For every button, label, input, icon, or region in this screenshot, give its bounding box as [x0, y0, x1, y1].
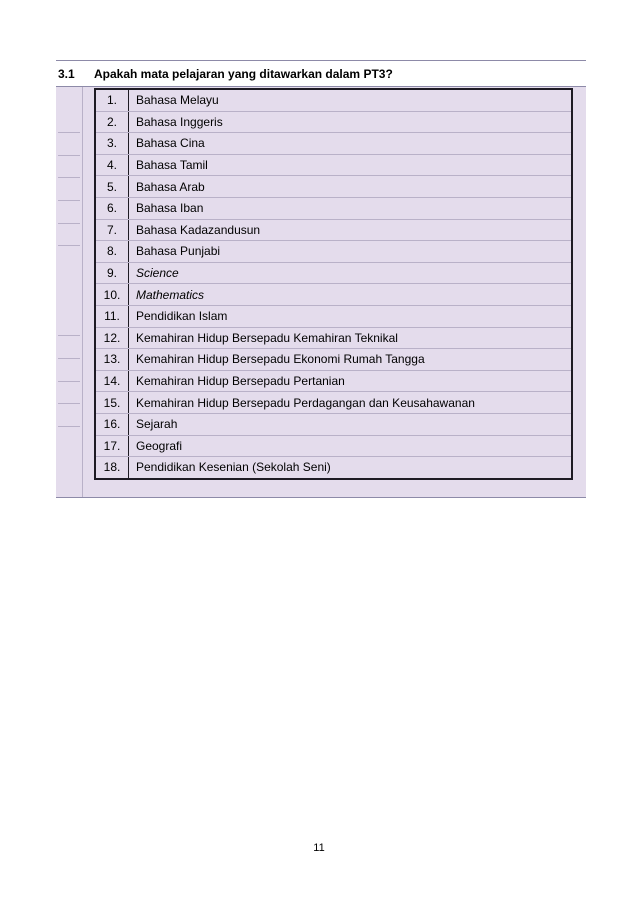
margin-rule	[58, 335, 80, 336]
subject-row	[95, 392, 572, 414]
margin-rule	[58, 245, 80, 246]
subject-row	[95, 370, 572, 392]
subject-row	[95, 305, 572, 327]
right-margin-column	[573, 87, 586, 497]
subject-row	[95, 111, 572, 133]
subject-number: 1.	[95, 89, 129, 111]
page-number: 11	[313, 842, 325, 854]
subject-name: Bahasa Inggeris	[129, 111, 573, 133]
subject-number: 11.	[95, 305, 129, 327]
subject-number: 18.	[95, 457, 129, 479]
subject-name: Kemahiran Hidup Bersepadu Kemahiran Teknikal	[129, 327, 573, 349]
subject-number: 2.	[95, 111, 129, 133]
subject-number: 9.	[95, 262, 129, 284]
subject-number: 3.	[95, 133, 129, 155]
subject-number: 10.	[95, 284, 129, 306]
subject-name: Mathematics	[129, 284, 573, 306]
subject-row	[95, 197, 572, 219]
left-margin-column	[56, 87, 83, 497]
margin-rule	[58, 223, 80, 224]
subject-name: Kemahiran Hidup Bersepadu Pertanian	[129, 370, 573, 392]
subject-number: 12.	[95, 327, 129, 349]
subject-name: Sejarah	[129, 413, 573, 435]
margin-rule	[58, 177, 80, 178]
subject-name: Bahasa Arab	[129, 176, 573, 198]
subject-name: Bahasa Cina	[129, 133, 573, 155]
margin-rule	[58, 132, 80, 133]
subject-row	[95, 241, 572, 263]
subject-name: Science	[129, 262, 573, 284]
subject-name: Pendidikan Kesenian (Sekolah Seni)	[136, 460, 331, 475]
subject-number: 7.	[95, 219, 129, 241]
margin-rule	[58, 381, 80, 382]
subject-row	[95, 89, 572, 111]
subject-name: Bahasa Melayu	[129, 89, 573, 111]
subject-name: Bahasa Tamil	[129, 154, 573, 176]
subjects-table	[94, 88, 573, 480]
subject-row	[95, 435, 572, 457]
subject-row	[95, 284, 572, 306]
subject-row	[95, 133, 572, 155]
question-number: 3.1	[58, 66, 75, 81]
question-text: Apakah mata pelajaran yang ditawarkan dalam PT3?	[94, 66, 393, 81]
subject-number: 17.	[95, 435, 129, 457]
margin-rule	[58, 358, 80, 359]
subject-name: Kemahiran Hidup Bersepadu Perdagangan dan Keusahawanan	[129, 392, 573, 414]
subject-row	[95, 219, 572, 241]
question-block	[56, 60, 586, 498]
subject-name: Geografi	[129, 435, 573, 457]
subject-row	[95, 176, 572, 198]
question-row	[56, 61, 586, 87]
subject-number: 5.	[95, 176, 129, 198]
answer-area	[56, 87, 586, 498]
subject-number: 16.	[95, 413, 129, 435]
subject-number: 15.	[95, 392, 129, 414]
subject-name: Bahasa Kadazandusun	[129, 219, 573, 241]
subject-number: 13.	[95, 349, 129, 371]
subject-name: Pendidikan Islam	[129, 305, 573, 327]
subject-row	[95, 262, 572, 284]
subject-name: Kemahiran Hidup Bersepadu Ekonomi Rumah Tangga	[129, 349, 573, 371]
subject-number: 14.	[95, 370, 129, 392]
subject-row	[95, 349, 572, 371]
margin-rule	[58, 403, 80, 404]
subject-name: Bahasa Punjabi	[129, 241, 573, 263]
subject-number: 4.	[95, 154, 129, 176]
subject-row	[95, 154, 572, 176]
margin-rule	[58, 155, 80, 156]
subject-row	[95, 413, 572, 435]
margin-rule	[58, 200, 80, 201]
subject-row	[95, 327, 572, 349]
subject-name: Bahasa Iban	[129, 197, 573, 219]
margin-rule	[58, 426, 80, 427]
subject-number: 6.	[95, 197, 129, 219]
subject-row	[95, 457, 572, 479]
subject-number: 8.	[95, 241, 129, 263]
